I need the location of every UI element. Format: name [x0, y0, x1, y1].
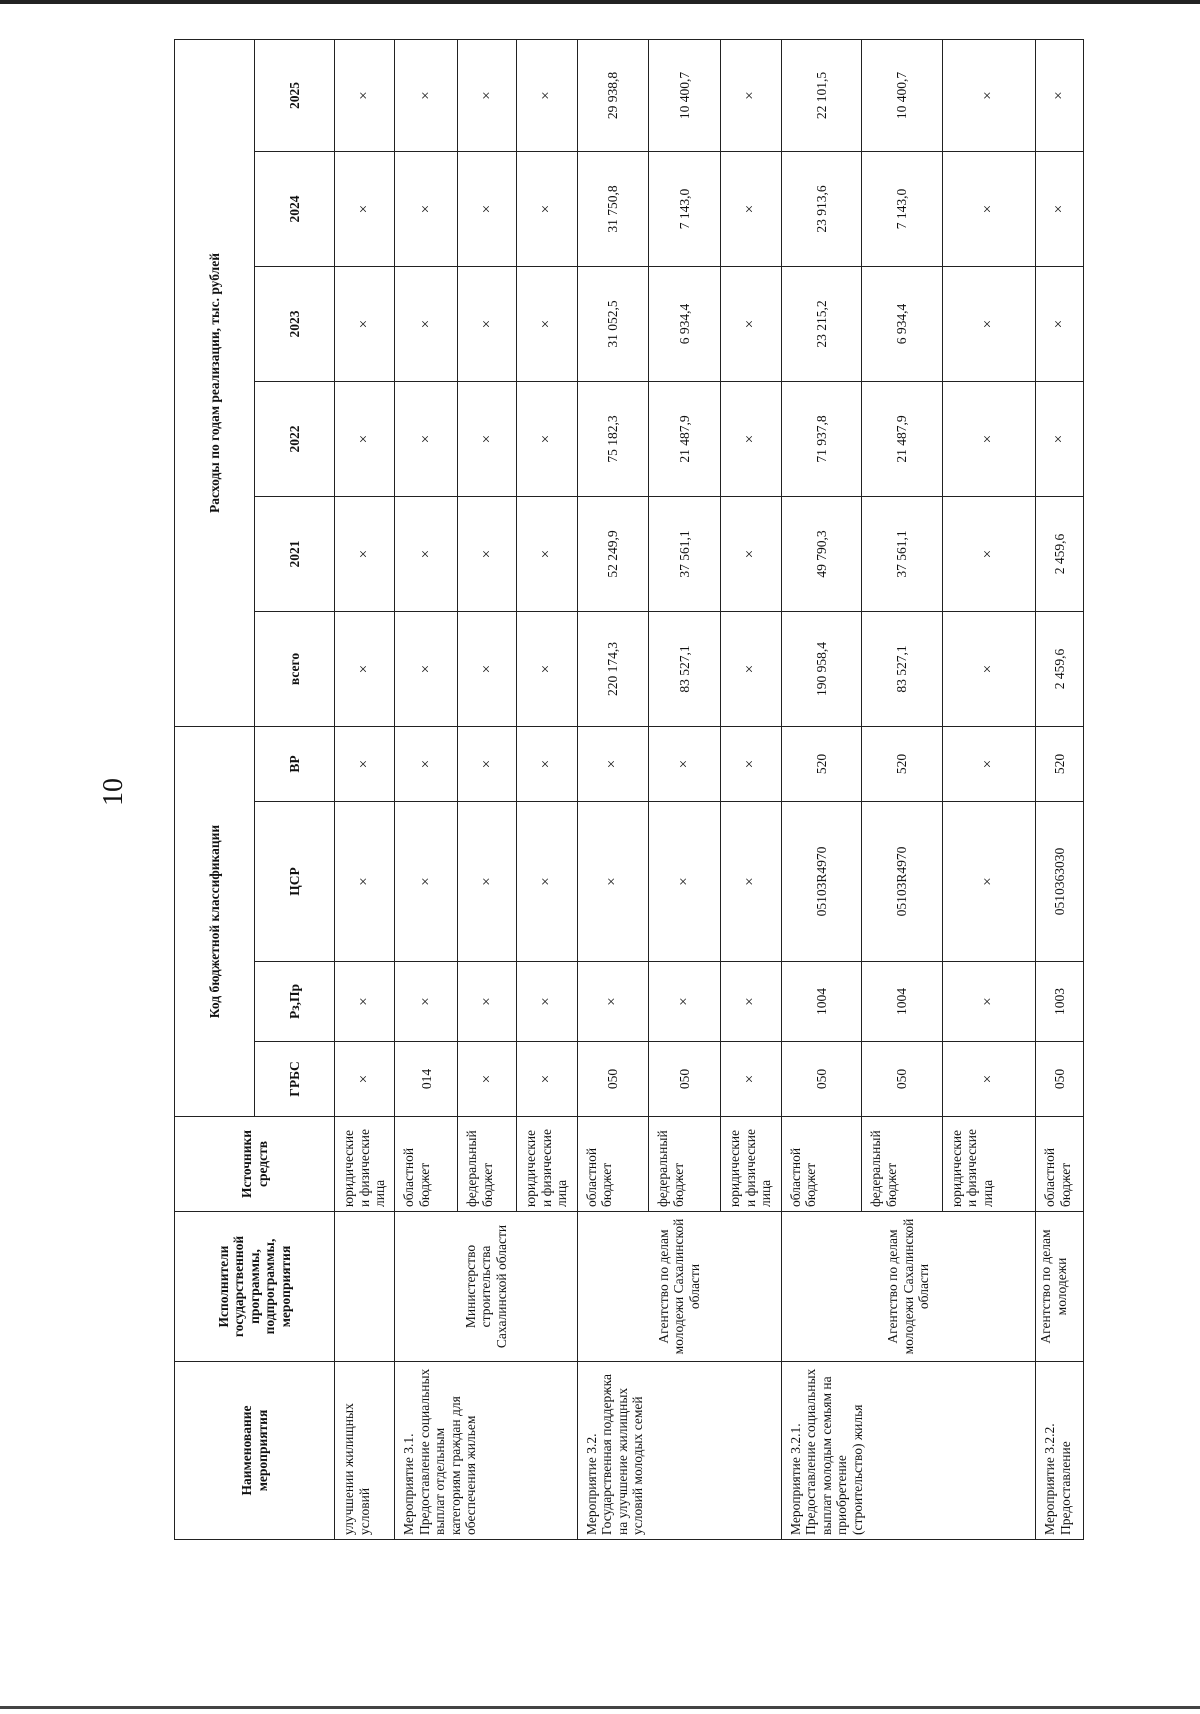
- vr-cell: ×: [721, 727, 781, 802]
- header-year-2024: 2024: [255, 152, 335, 267]
- table-row: [335, 39, 395, 1539]
- header-year-2021: 2021: [255, 497, 335, 612]
- value-2023-cell: ×: [1036, 267, 1084, 382]
- executor-cell: Агентство по делам молодежи Сахалинской области: [781, 1212, 1036, 1362]
- vr-cell: ×: [458, 727, 517, 802]
- csr-cell: 0510363030: [1036, 802, 1084, 962]
- header-year-2023: 2023: [255, 267, 335, 382]
- header-csr: ЦСР: [255, 802, 335, 962]
- grbs-cell: ×: [335, 1042, 395, 1117]
- grbs-cell: 050: [1036, 1042, 1084, 1117]
- rotated-table-container: [174, 40, 1084, 1540]
- source-cell: областной бюджет: [781, 1117, 861, 1212]
- source-cell: федеральный бюджет: [649, 1117, 721, 1212]
- csr-cell: ×: [395, 802, 458, 962]
- bottom-border-line: [0, 1706, 1200, 1709]
- budget-table: [174, 39, 1084, 1540]
- header-vr: ВР: [255, 727, 335, 802]
- source-cell: областной бюджет: [395, 1117, 458, 1212]
- value-2021-cell: ×: [517, 497, 577, 612]
- source-cell: юридические и физические лица: [517, 1117, 577, 1212]
- grbs-cell: ×: [517, 1042, 577, 1117]
- value-2022-cell: ×: [395, 382, 458, 497]
- source-cell: юридические и физические лица: [335, 1117, 395, 1212]
- activity-name: Мероприятие 3.1. Предоставление социальных выплат отдельным категориям граждан для обеспечения жильем: [395, 1362, 577, 1540]
- value-2021-cell: ×: [721, 497, 781, 612]
- executor-cell: Агентство по делам молодежи: [1036, 1212, 1084, 1362]
- value-2023-cell: 6 934,4: [862, 267, 942, 382]
- value-2024-cell: ×: [517, 152, 577, 267]
- executor-cell: Министерство строительства Сахалинской области: [395, 1212, 577, 1362]
- value-2025-cell: ×: [1036, 39, 1084, 151]
- value-2022-cell: 21 487,9: [862, 382, 942, 497]
- top-border-line: [0, 0, 1200, 4]
- value-2022-cell: ×: [458, 382, 517, 497]
- vr-cell: ×: [942, 727, 1036, 802]
- grbs-cell: ×: [942, 1042, 1036, 1117]
- value-2022-cell: 21 487,9: [649, 382, 721, 497]
- total-cell: 2 459,6: [1036, 612, 1084, 727]
- value-2024-cell: 7 143,0: [862, 152, 942, 267]
- value-2024-cell: 31 750,8: [577, 152, 649, 267]
- value-2024-cell: ×: [942, 152, 1036, 267]
- csr-cell: ×: [577, 802, 649, 962]
- csr-cell: ×: [517, 802, 577, 962]
- value-2024-cell: 7 143,0: [649, 152, 721, 267]
- header-name: Наименование мероприятия: [175, 1362, 335, 1540]
- source-cell: областной бюджет: [577, 1117, 649, 1212]
- value-2024-cell: ×: [1036, 152, 1084, 267]
- value-2025-cell: ×: [458, 39, 517, 151]
- value-2023-cell: ×: [517, 267, 577, 382]
- value-2022-cell: ×: [1036, 382, 1084, 497]
- vr-cell: ×: [577, 727, 649, 802]
- value-2023-cell: ×: [335, 267, 395, 382]
- rzpr-cell: 1004: [862, 962, 942, 1042]
- table-row: [781, 39, 861, 1539]
- activity-name: улучшении жилищных условий: [335, 1362, 395, 1540]
- source-cell: юридические и физические лица: [721, 1117, 781, 1212]
- vr-cell: 520: [1036, 727, 1084, 802]
- value-2024-cell: ×: [721, 152, 781, 267]
- value-2021-cell: ×: [335, 497, 395, 612]
- csr-cell: ×: [721, 802, 781, 962]
- total-cell: ×: [458, 612, 517, 727]
- total-cell: ×: [517, 612, 577, 727]
- rzpr-cell: 1003: [1036, 962, 1084, 1042]
- total-cell: ×: [335, 612, 395, 727]
- value-2023-cell: ×: [395, 267, 458, 382]
- value-2025-cell: ×: [395, 39, 458, 151]
- grbs-cell: 050: [577, 1042, 649, 1117]
- value-2021-cell: 49 790,3: [781, 497, 861, 612]
- value-2022-cell: 75 182,3: [577, 382, 649, 497]
- total-cell: 83 527,1: [862, 612, 942, 727]
- activity-name: Мероприятие 3.2. Государственная поддержка на улучшение жилищных условий молодых семей: [577, 1362, 781, 1540]
- value-2023-cell: 31 052,5: [577, 267, 649, 382]
- executor-cell: Агентство по делам молодежи Сахалинской области: [577, 1212, 781, 1362]
- grbs-cell: 050: [649, 1042, 721, 1117]
- vr-cell: ×: [335, 727, 395, 802]
- source-cell: федеральный бюджет: [458, 1117, 517, 1212]
- value-2023-cell: ×: [942, 267, 1036, 382]
- csr-cell: ×: [942, 802, 1036, 962]
- header-grbs: ГРБС: [255, 1042, 335, 1117]
- vr-cell: 520: [862, 727, 942, 802]
- executor-cell: [335, 1212, 395, 1362]
- rzpr-cell: ×: [721, 962, 781, 1042]
- value-2021-cell: 2 459,6: [1036, 497, 1084, 612]
- value-2023-cell: 23 215,2: [781, 267, 861, 382]
- value-2025-cell: ×: [721, 39, 781, 151]
- grbs-cell: 050: [862, 1042, 942, 1117]
- header-sources: Источники средств: [175, 1117, 335, 1212]
- total-cell: ×: [395, 612, 458, 727]
- value-2025-cell: ×: [942, 39, 1036, 151]
- value-2021-cell: ×: [458, 497, 517, 612]
- value-2024-cell: ×: [395, 152, 458, 267]
- value-2022-cell: ×: [721, 382, 781, 497]
- value-2021-cell: 37 561,1: [649, 497, 721, 612]
- value-2021-cell: 52 249,9: [577, 497, 649, 612]
- rzpr-cell: ×: [335, 962, 395, 1042]
- value-2021-cell: 37 561,1: [862, 497, 942, 612]
- total-cell: ×: [942, 612, 1036, 727]
- value-2025-cell: 10 400,7: [862, 39, 942, 151]
- rzpr-cell: ×: [942, 962, 1036, 1042]
- header-rzpr: Рз,Пр: [255, 962, 335, 1042]
- total-cell: 83 527,1: [649, 612, 721, 727]
- vr-cell: ×: [649, 727, 721, 802]
- csr-cell: 05103R4970: [781, 802, 861, 962]
- value-2025-cell: ×: [517, 39, 577, 151]
- value-2024-cell: ×: [335, 152, 395, 267]
- header-executors: Исполнители государственной программы, подпрограммы, мероприятия: [175, 1212, 335, 1362]
- total-cell: 220 174,3: [577, 612, 649, 727]
- vr-cell: ×: [517, 727, 577, 802]
- grbs-cell: 014: [395, 1042, 458, 1117]
- value-2022-cell: ×: [517, 382, 577, 497]
- value-2022-cell: ×: [335, 382, 395, 497]
- activity-name: Мероприятие 3.2.2. Предоставление: [1036, 1362, 1084, 1540]
- activity-name: Мероприятие 3.2.1. Предоставление социальных выплат молодым семьям на приобретение (строительство) жилья: [781, 1362, 1036, 1540]
- rzpr-cell: ×: [395, 962, 458, 1042]
- value-2023-cell: ×: [458, 267, 517, 382]
- table-row: [395, 39, 458, 1539]
- header-year-2025: 2025: [255, 39, 335, 151]
- value-2021-cell: ×: [395, 497, 458, 612]
- header-budget-code: Код бюджетной классификации: [175, 727, 255, 1117]
- source-cell: областной бюджет: [1036, 1117, 1084, 1212]
- csr-cell: ×: [335, 802, 395, 962]
- grbs-cell: ×: [458, 1042, 517, 1117]
- total-cell: 190 958,4: [781, 612, 861, 727]
- value-2023-cell: ×: [721, 267, 781, 382]
- value-2024-cell: ×: [458, 152, 517, 267]
- value-2021-cell: ×: [942, 497, 1036, 612]
- value-2025-cell: 29 938,8: [577, 39, 649, 151]
- rzpr-cell: ×: [458, 962, 517, 1042]
- value-2025-cell: 10 400,7: [649, 39, 721, 151]
- csr-cell: ×: [649, 802, 721, 962]
- header-expenses: Расходы по годам реализации, тыс. рублей: [175, 39, 255, 726]
- value-2022-cell: ×: [942, 382, 1036, 497]
- header-total: всего: [255, 612, 335, 727]
- rzpr-cell: ×: [577, 962, 649, 1042]
- value-2024-cell: 23 913,6: [781, 152, 861, 267]
- value-2025-cell: ×: [335, 39, 395, 151]
- grbs-cell: ×: [721, 1042, 781, 1117]
- source-cell: юридические и физические лица: [942, 1117, 1036, 1212]
- vr-cell: ×: [395, 727, 458, 802]
- value-2022-cell: 71 937,8: [781, 382, 861, 497]
- table-row: [577, 39, 649, 1539]
- rzpr-cell: ×: [517, 962, 577, 1042]
- vr-cell: 520: [781, 727, 861, 802]
- source-cell: федеральный бюджет: [862, 1117, 942, 1212]
- csr-cell: 05103R4970: [862, 802, 942, 962]
- page-number: 10: [98, 778, 129, 806]
- value-2025-cell: 22 101,5: [781, 39, 861, 151]
- rzpr-cell: 1004: [781, 962, 861, 1042]
- header-year-2022: 2022: [255, 382, 335, 497]
- total-cell: ×: [721, 612, 781, 727]
- grbs-cell: 050: [781, 1042, 861, 1117]
- rzpr-cell: ×: [649, 962, 721, 1042]
- csr-cell: ×: [458, 802, 517, 962]
- table-row: [1036, 39, 1084, 1539]
- value-2023-cell: 6 934,4: [649, 267, 721, 382]
